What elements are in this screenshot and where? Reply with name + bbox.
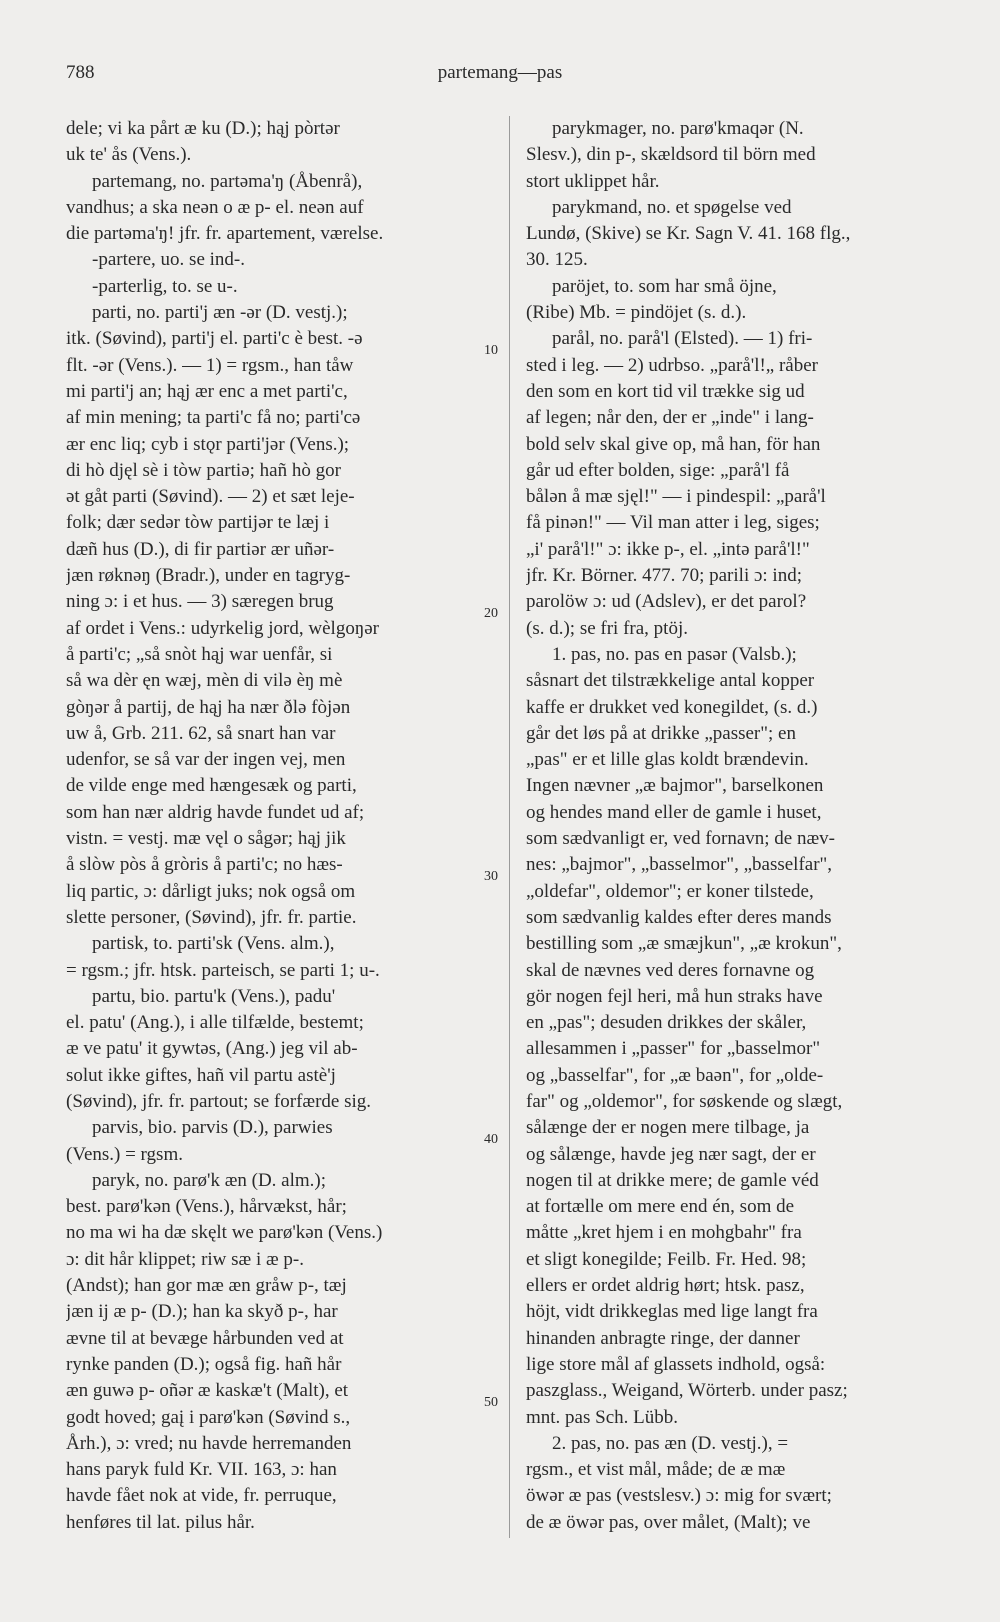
entry-line: 1. pas, no. pas en pasər (Valsb.);: [552, 643, 797, 665]
text-line: som sædvanlig kaldes efter deres mands: [526, 906, 832, 928]
text-line: uk te' ås (Vens.).: [66, 144, 192, 166]
line-number: 40: [484, 1132, 498, 1147]
text-line: hinanden anbragte ringe, der danner: [526, 1327, 800, 1349]
line-number: 30: [484, 869, 498, 884]
entry-line: parykmager, no. parø'kmaqər (N.: [552, 118, 804, 139]
text-line: jfr. Kr. Börner. 477. 70; parili ɔ: ind;: [526, 565, 802, 587]
text-line: at fortælle om mere end én, som de: [526, 1196, 795, 1218]
text-line: æ ve patu' it gywtəs, (Ang.) jeg vil ab-: [66, 1038, 358, 1060]
text-line: skal de nævnes ved deres fornavne og: [526, 959, 815, 981]
entry-line: -parterlig, to. se u-.: [92, 275, 238, 297]
text-line: uw å, Grb. 211. 62, så snart han var: [66, 722, 336, 744]
text-line: 30. 125.: [526, 249, 588, 271]
text-line: henføres til lat. pilus hår.: [66, 1511, 255, 1533]
text-line: mi parti'j an; hąj ær enc a met parti'c,: [66, 380, 348, 402]
text-line: el. patu' (Ang.), i alle tilfælde, bestemt;: [66, 1012, 364, 1034]
text-line: udenfor, se så var der ingen vej, men: [66, 749, 346, 771]
line-number: 20: [484, 606, 498, 621]
text-line: = rgsm.; jfr. htsk. parteisch, se parti 1; u-.: [66, 959, 380, 981]
entry-line: paryk, no. parø'k æn (D. alm.);: [92, 1169, 327, 1191]
text-line: die partəma'ŋ! jfr. fr. apartement, værelse.: [66, 223, 384, 245]
text-line: (Søvind), jfr. fr. partout; se forfærde sig.: [66, 1090, 372, 1112]
text-line: ellers er ordet aldrig hørt; htsk. pasz,: [526, 1275, 805, 1297]
text-line: ɔ: dit hår klippet; riw sæ i æ p-.: [66, 1248, 305, 1270]
text-line: vandhus; a ska neən o æ p- el. neən auf: [66, 196, 364, 218]
text-line: den som en kort tid vil trække sig ud: [526, 380, 805, 402]
text-line: af legen; når den, der er „inde" i lang-: [526, 407, 814, 429]
text-line: som han nær aldrig havde fundet ud af;: [66, 801, 365, 823]
text-line: (Andst); han gor mæ æn gråw p-, tæj: [66, 1275, 347, 1297]
entry-line: parti, no. parti'j æn -ər (D. vestj.);: [92, 302, 348, 324]
text-line: bålən å mæ sjęl!" — i pindespil: „parå'l: [526, 486, 826, 508]
text-line: öwər æ pas (vestslesv.) ɔ: mig for svært;: [526, 1485, 832, 1507]
text-line: går det løs på at drikke „passer"; en: [526, 722, 796, 744]
text-line: bold selv skal give op, må han, för han: [526, 433, 821, 455]
text-line: far" og „oldemor", for søskende og slægt,: [526, 1090, 843, 1112]
text-line: går ud efter bolden, sige: „parå'l få: [526, 459, 790, 481]
entry-line: 2. pas, no. pas æn (D. vestj.), =: [552, 1432, 789, 1454]
entry-line: parål, no. parå'l (Elsted). — 1) fri-: [552, 328, 813, 350]
text-line: itk. (Søvind), parti'j el. parti'c è best. -ə: [66, 328, 363, 350]
text-line: slette personer, (Søvind), jfr. fr. partie.: [66, 906, 357, 928]
text-line: mnt. pas Sch. Lübb.: [526, 1406, 678, 1428]
entry-line: parvis, bio. parvis (D.), parwies: [92, 1117, 333, 1139]
entry-line: partemang, no. partəma'ŋ (Åbenrå),: [92, 170, 363, 192]
text-line: Lundø, (Skive) se Kr. Sagn V. 41. 168 flg.,: [526, 223, 851, 245]
text-line: og „basselfar", for „æ baən", for „olde-: [526, 1064, 824, 1086]
text-line: no ma wi ha dæ skęlt we parø'kən (Vens.): [66, 1222, 383, 1244]
text-line: lige store mål af glassets indhold, også:: [526, 1353, 826, 1375]
entry-line: partu, bio. partu'k (Vens.), padu': [92, 985, 336, 1007]
text-line: (Vens.) = rgsm.: [66, 1143, 183, 1165]
text-line: få pinən!" — Vil man atter i leg, siges;: [526, 512, 820, 534]
text-line: rgsm., et vist mål, måde; de æ mæ: [526, 1459, 786, 1481]
entry-line: parykmand, no. et spøgelse ved: [552, 196, 792, 218]
text-line: allesammen i „passer" for „basselmor": [526, 1038, 821, 1060]
text-line: paszglass., Weigand, Wörterb. under pasz;: [526, 1380, 848, 1402]
text-line: hans paryk fuld Kr. VII. 163, ɔ: han: [66, 1459, 337, 1481]
running-head: partemang—pas: [437, 62, 563, 83]
text-line: rynke panden (D.); også fig. hañ hår: [66, 1353, 342, 1375]
text-line: havde fået nok at vide, fr. perruque,: [66, 1485, 337, 1507]
text-line: „i' parå'l!" ɔ: ikke p-, el. „intə parå'l!": [526, 538, 810, 560]
text-line: solut ikke giftes, hañ vil partu astè'j: [66, 1064, 336, 1086]
text-line: parolöw ɔ: ud (Adslev), er det parol?: [526, 591, 807, 613]
column-divider: [509, 116, 510, 1538]
right-column: [526, 116, 951, 1536]
text-line: flt. -ər (Vens.). — 1) = rgsm., han tåw: [66, 354, 354, 376]
text-line: dæñ hus (D.), di fir partiər ær uñər-: [66, 538, 335, 560]
text-line: kaffe er drukket ved konegildet, (s. d.): [526, 696, 818, 718]
text-line: af ordet i Vens.: udyrkelig jord, wèlgoŋər: [66, 617, 379, 639]
text-line: så wa dèr ęn wæj, mèn di vilə èŋ mè: [66, 670, 343, 692]
text-line: ning ɔ: i et hus. — 3) særegen brug: [66, 591, 334, 613]
text-line: de vilde enge med hængesæk og parti,: [66, 775, 357, 797]
text-line: en „pas"; desuden drikkes der skåler,: [526, 1012, 807, 1034]
text-line: ær enc liq; cyb i stǫr parti'jər (Vens.);: [66, 433, 350, 455]
text-line: gör nogen fejl heri, må hun straks have: [526, 985, 823, 1007]
line-number: 10: [484, 343, 498, 358]
page-number: 788: [66, 62, 95, 83]
text-line: af min mening; ta parti'c få no; parti'cə: [66, 407, 361, 429]
text-line: jæn ij æ p- (D.); han ka skyð p-, har: [66, 1301, 338, 1323]
text-line: nogen til at drikke mere; de gamle véd: [526, 1169, 819, 1191]
text-line: höjt, vidt drikkeglas med lige langt fra: [526, 1301, 818, 1323]
text-line: „pas" er et lille glas koldt brændevin.: [526, 749, 809, 771]
text-line: liq partic, ɔ: dårligt juks; nok også om: [66, 880, 356, 902]
text-line: (Ribe) Mb. = pindöjet (s. d.).: [526, 302, 747, 324]
entry-line: -partere, uo. se ind-.: [92, 249, 245, 271]
text-line: måtte „kret hjem i en mohgbahr" fra: [526, 1222, 802, 1244]
text-line: et sligt konegilde; Feilb. Fr. Hed. 98;: [526, 1248, 807, 1270]
text-line: og hendes mand eller de gamle i huset,: [526, 801, 822, 823]
text-line: di hò djęl sè i tòw partiə; hañ hò gor: [66, 459, 341, 481]
text-line: sålænge der er nogen mere tilbage, ja: [526, 1117, 810, 1139]
text-line: Ingen nævner „æ bajmor", barselkonen: [526, 775, 824, 797]
text-line: vistn. = vestj. mæ vęl o sågər; hąj jik: [66, 828, 346, 850]
text-line: de æ öwər pas, over målet, (Malt); ve: [526, 1511, 811, 1533]
text-line: sted i leg. — 2) udrbso. „parå'l!„ råber: [526, 354, 819, 376]
text-line: „oldefar", oldemor"; er koner tilstede,: [526, 880, 814, 902]
text-line: som sædvanligt er, ved fornavn; de næv-: [526, 828, 835, 850]
text-line: bestilling som „æ smæjkun", „æ krokun",: [526, 933, 842, 955]
entry-line: partisk, to. parti'sk (Vens. alm.),: [92, 933, 335, 955]
text-line: å slòw pòs å gròris å parti'c; no hæs-: [66, 854, 343, 876]
text-line: folk; dær sedər tòw partijər te læj i: [66, 512, 330, 534]
entry-line: paröjet, to. som har små öjne,: [552, 275, 777, 297]
text-line: Årh.), ɔ: vred; nu havde herremanden: [66, 1432, 352, 1454]
text-line: godt hoved; gaį i parø'kən (Søvind s.,: [66, 1406, 351, 1428]
text-line: best. parø'kən (Vens.), hårvækst, hår;: [66, 1196, 347, 1218]
line-number: 50: [484, 1395, 498, 1410]
text-line: nes: „bajmor", „basselmor", „basselfar",: [526, 854, 833, 876]
text-line: å parti'c; „så snòt hąj war uenfår, si: [66, 643, 333, 665]
text-line: jæn røknəŋ (Bradr.), under en tagryg-: [66, 565, 351, 587]
text-line: såsnart det tilstrækkelige antal kopper: [526, 670, 815, 692]
text-line: ævne til at bevæge hårbunden ved at: [66, 1327, 344, 1349]
text-line: ət gåt parti (Søvind). — 2) et sæt leje-: [66, 486, 355, 508]
text-line: Slesv.), din p-, skældsord til börn med: [526, 144, 816, 166]
text-line: gòŋər å partij, de hąj ha nær ðlə fòjən: [66, 696, 351, 718]
left-column: [66, 116, 491, 1536]
text-line: og sålænge, havde jeg nær sagt, der er: [526, 1143, 816, 1165]
text-line: dele; vi ka pårt æ ku (D.); hąj pòrtər: [66, 118, 340, 139]
text-line: (s. d.); se fri fra, ptöj.: [526, 617, 688, 639]
text-line: stort uklippet hår.: [526, 170, 660, 192]
text-line: æn guwə p- oñər æ kaskæ't (Malt), et: [66, 1380, 349, 1402]
